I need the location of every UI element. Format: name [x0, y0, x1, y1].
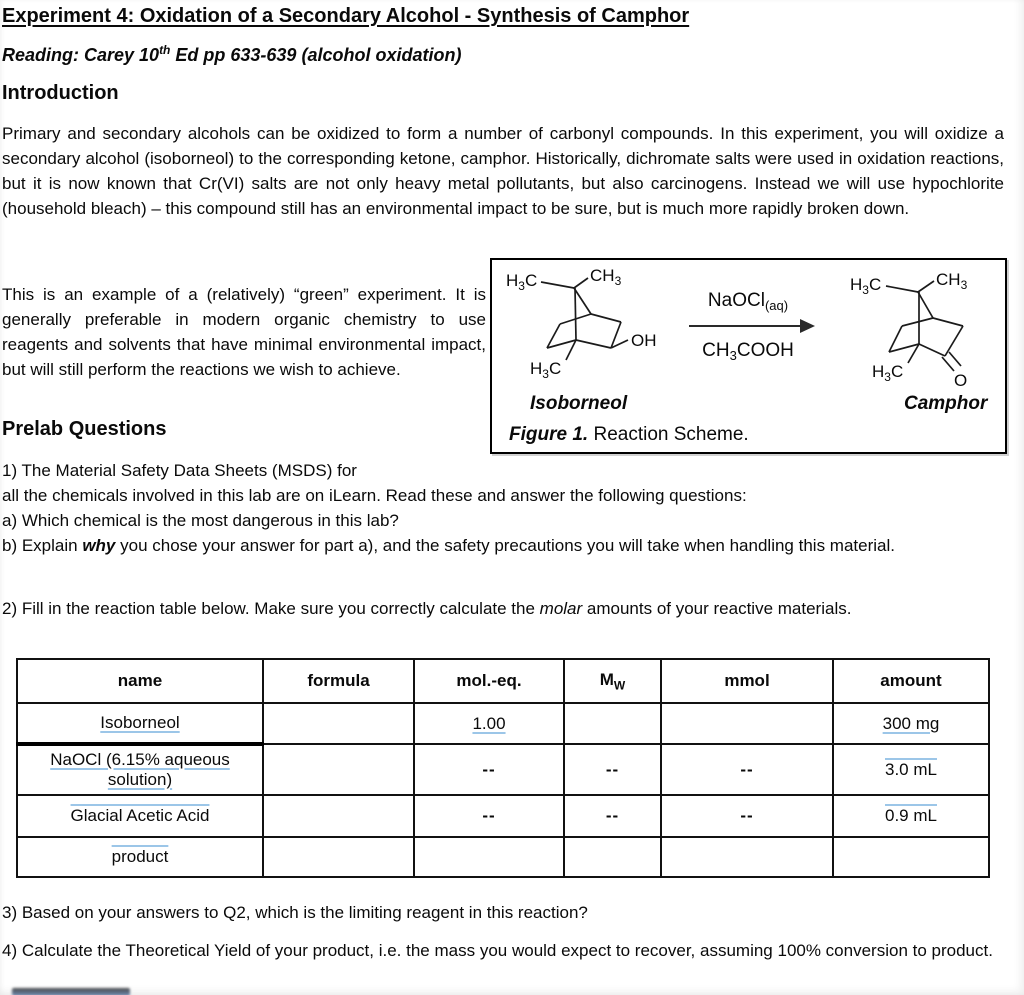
reaction-arrow [689, 325, 801, 327]
reading-line [2, 43, 461, 66]
figure-box [490, 258, 1007, 454]
intro-paragraph: Primary and secondary alcohols can be oxidized to form a number of carbonyl compounds. In this experiment, you will oxidize a secondary alcohol (isoborneol) to the corresponding ketone, camphor. Historically, dichromate salts were used in oxidation reactions, but it is now known that Cr(VI) salts are not only heavy metal pollutants, but also carcinogens. Instead we will use hypochlorite (household bleach) – this compound still has an environmental impact to be sure, but is much more rapidly broken down. [2, 124, 1004, 218]
reagent-above-arrow: NaOCl$_{(aq)}$ [707, 290, 789, 313]
table-row [17, 837, 989, 877]
cell-moleq: -- [414, 744, 564, 795]
question-1-line2: all the chemicals involved in this lab are on iLearn. Read these and answer the following questions: [2, 486, 747, 505]
isoborneol-label: Isoborneol [530, 393, 628, 414]
oh-label: OH [631, 331, 657, 350]
question-2-emphasis: molar [539, 599, 583, 618]
table-row [17, 744, 989, 795]
question-3: 3) Based on your answers to Q2, which is the limiting reagent in this reaction? [2, 903, 588, 922]
question-1b-emphasis: why [82, 536, 116, 555]
svg-text:H3C: $H_3C$ [530, 359, 562, 381]
question-1b: b) Explain why you chose your answer for part a), and the safety precautions you will take when handling this material. [2, 536, 895, 555]
cell-amount: 0.9 mL [833, 795, 989, 837]
col-header-moleq: mol.-eq. [414, 659, 564, 703]
page-title: Experiment 4: Oxidation of a Secondary Alcohol - Synthesis of Camphor [2, 5, 690, 27]
cell-amount: 3.0 mL [833, 744, 989, 795]
cell-formula [263, 744, 414, 795]
isoborneol-structure [494, 262, 674, 397]
reading-text-cont: Ed pp 633-639 (alcohol oxidation) [170, 45, 462, 65]
cell-mmol [661, 703, 833, 744]
question-2: 2) Fill in the reaction table below. Make sure you correctly calculate the molar amounts of your reactive materials. [2, 599, 852, 618]
ketone-oxygen-label: O [954, 371, 968, 390]
reading-superscript: th [159, 43, 171, 57]
cell-mmol: -- [661, 744, 833, 795]
cell-mw: -- [564, 795, 661, 837]
col-header-name: name [17, 659, 263, 703]
col-header-mw: $M_W$ [564, 659, 661, 703]
col-header-formula: formula [263, 659, 414, 703]
question-1a: a) Which chemical is the most dangerous in this lab? [2, 511, 399, 530]
cell-name: Isoborneol [17, 703, 263, 744]
question-4: 4) Calculate the Theoretical Yield of your product, i.e. the mass you would expect to recover, assuming 100% conversion to product. [2, 941, 993, 960]
cell-mmol: -- [661, 795, 833, 837]
reaction-arrow-head [800, 319, 815, 333]
cell-amount [833, 837, 989, 877]
table-row [17, 703, 989, 744]
cell-formula [263, 795, 414, 837]
col-header-amount: amount [833, 659, 989, 703]
svg-text:CH3: $CH_3$ [590, 266, 622, 288]
cell-moleq: -- [414, 795, 564, 837]
col-header-mmol: mmol [661, 659, 833, 703]
cell-moleq [414, 837, 564, 877]
prelab-heading: Prelab Questions [2, 418, 167, 440]
cell-name: Glacial Acetic Acid [17, 795, 263, 837]
cell-formula [263, 703, 414, 744]
figure-caption-text: Reaction Scheme. [588, 424, 749, 445]
reagent-below-arrow: $CH_3COOH$ [702, 340, 794, 363]
page-title-row [2, 5, 689, 28]
cell-moleq: 1.00 [414, 703, 564, 744]
figure-caption [509, 424, 749, 446]
question-1-line1: 1) The Material Safety Data Sheets (MSDS) for [2, 461, 357, 480]
cutoff-text-smudge [12, 988, 130, 995]
cell-name: product [17, 837, 263, 877]
cell-formula [263, 837, 414, 877]
table-header-row [17, 659, 989, 703]
svg-text:H3C: $H_3C$ [850, 275, 882, 297]
cell-mw: -- [564, 744, 661, 795]
svg-text:H3C: $H_3C$ [506, 271, 538, 293]
reading-text: Reading: Carey 10 [2, 45, 160, 65]
cell-mw [564, 703, 661, 744]
figure-caption-number: Figure 1. [509, 424, 589, 445]
green-paragraph: This is an example of a (relatively) “green” experiment. It is generally preferable in modern organic chemistry to use reagents and solvents that have minimal environmental impact, but will still perform the reactions we wish to achieve. [2, 285, 486, 379]
cell-mmol [661, 837, 833, 877]
camphor-label: Camphor [904, 393, 988, 414]
cell-name: NaOCl (6.15% aqueous solution) [17, 744, 263, 795]
svg-text:CH3: $CH_3$ [936, 270, 968, 292]
cell-amount: 300 mg [833, 703, 989, 744]
cell-mw [564, 837, 661, 877]
table-row [17, 795, 989, 837]
introduction-heading: Introduction [2, 82, 119, 104]
svg-text:H3C: $H_3C$ [872, 362, 904, 384]
camphor-structure [838, 264, 1003, 399]
reaction-table [16, 658, 990, 878]
